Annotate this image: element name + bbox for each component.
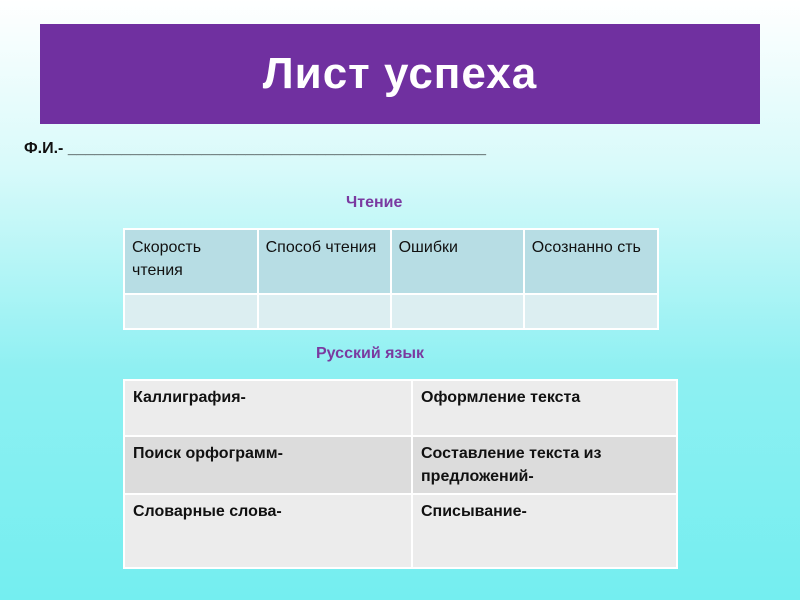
reading-value-comprehension <box>524 294 658 329</box>
reading-value-method <box>258 294 391 329</box>
table-row <box>124 436 677 494</box>
table-cell: Каллиграфия- <box>124 380 412 436</box>
table-cell: Списывание- <box>412 494 677 568</box>
page-title: Лист успеха <box>262 49 538 98</box>
reading-section-heading: Чтение <box>346 194 403 211</box>
table-cell: Составление текста из предложений- <box>412 436 677 494</box>
reading-value-row <box>124 294 658 329</box>
reading-table <box>123 228 659 330</box>
table-cell: Поиск орфограмм- <box>124 436 412 494</box>
table-cell: Словарные слова- <box>124 494 412 568</box>
reading-header-speed: Скорость чтения <box>124 229 258 294</box>
reading-header-method: Способ чтения <box>258 229 391 294</box>
reading-header-comprehension: Осознанно сть <box>524 229 658 294</box>
name-field-line: Ф.И.- _______________________________________________ <box>24 140 487 157</box>
table-row <box>124 380 677 436</box>
reading-header-errors: Ошибки <box>391 229 524 294</box>
russian-section-heading: Русский язык <box>316 345 425 362</box>
title-banner <box>40 24 760 124</box>
russian-language-table <box>123 379 678 569</box>
reading-value-errors <box>391 294 524 329</box>
reading-value-speed <box>124 294 258 329</box>
reading-header-row <box>124 229 658 294</box>
table-row <box>124 494 677 568</box>
table-cell: Оформление текста <box>412 380 677 436</box>
